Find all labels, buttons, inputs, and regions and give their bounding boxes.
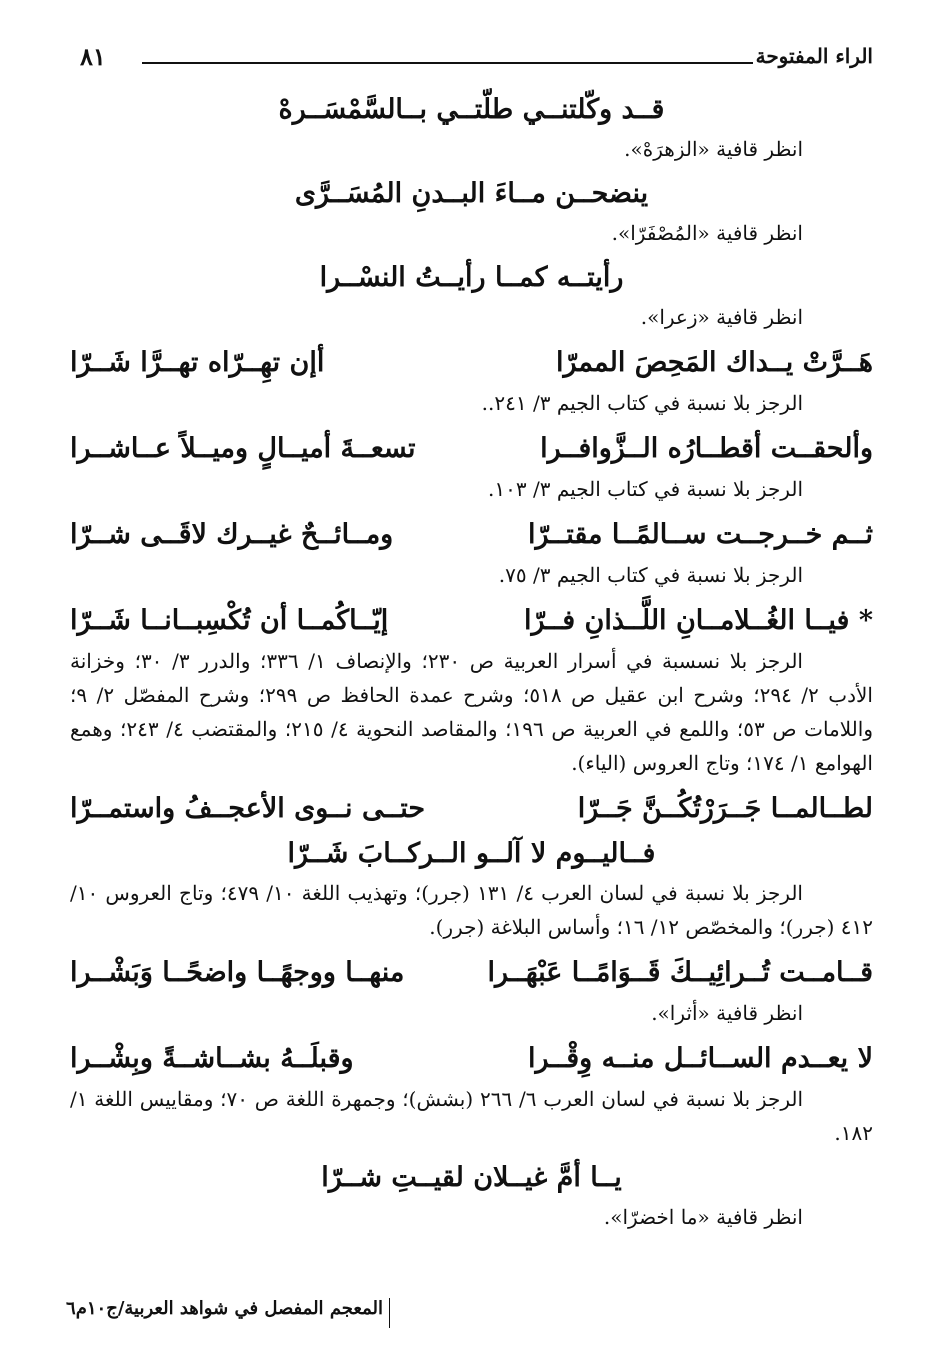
first-hemistich: ثــم خــرجــت ســالمًــا مقتــرّا xyxy=(528,519,873,550)
verse-couplet xyxy=(70,950,873,996)
note-segment: وخزانة الأدب ٢/ ٢٩٤؛ وشرح ابن عقيل ص ٥١٨؛ وشرح عمدة الحافظ ص ٢٩٩؛ وشرح xyxy=(70,649,873,707)
source-note xyxy=(70,876,873,944)
verse-couplet xyxy=(70,426,873,472)
note-segment: الرجز بلا نسبة في لسان العرب ٤/ ١٣١ (جرر)؛ وتهذيب اللغة ١٠/ ٤٧٩؛ وتاج xyxy=(179,881,803,905)
source-note: الرجز بلا نسبة في كتاب الجيم ٣/ ٧٥. xyxy=(498,563,803,587)
cross-reference: انظر قافية «أثرا». xyxy=(651,1001,803,1025)
verse-couplet xyxy=(70,512,873,558)
second-hemistich: منهــا ووجهًــا واضحًــا وَبَشْــرا xyxy=(70,957,405,988)
second-hemistich: أإن تهِــرّاه تهــرَّا شَــرّا xyxy=(70,347,325,378)
second-hemistich: ومــائــحٌ غيــرك لاقَــى شــرّا xyxy=(70,519,394,550)
cross-reference: انظر قافية «زعرا». xyxy=(640,305,803,329)
cross-reference: انظر قافية «المُصْفَرّا». xyxy=(611,221,803,245)
page-footer: المعجم المفصل في شواهد العربية/ج١٠م٦ xyxy=(60,1298,390,1328)
second-hemistich: وقبلَــهُ بشــاشــةً وبِشْــرا xyxy=(70,1043,354,1074)
cross-reference: انظر قافية «الزهرَهْ». xyxy=(624,137,803,161)
verse-line: ينضحــن مــاءَ البــدنِ المُسَــرَّى xyxy=(294,178,649,209)
verse-couplet xyxy=(70,1036,873,1082)
note-segment: الرجز بلا نسسبة في أسرار العربية ص ٢٣٠؛ والإنصاف ١/ ٣٣٦؛ والدرر ٣/ ٣٠؛ xyxy=(134,649,803,673)
first-hemistich: وألحقــت أقطــارُه الــزَّوافــرا xyxy=(540,433,873,464)
first-hemistich: لا يعــدم الســائــل منــه وِقْــرا xyxy=(528,1043,873,1074)
source-note: الرجز بلا نسبة في كتاب الجيم ٣/ ١٠٣. xyxy=(488,477,803,501)
note-segment: المفصّل ٢/ ٩؛ واللامات ص ٥٣؛ واللمع في العربية ص ١٩٦؛ والمقاصد النحوية xyxy=(70,683,873,741)
verse-couplet xyxy=(70,786,873,832)
verse-couplet xyxy=(70,598,873,644)
source-note xyxy=(70,644,873,780)
page-number: ٨١ xyxy=(80,42,106,71)
verse-line: قــد وكّلتنــي طلّتــي بــالسَّمْسَــرهْ xyxy=(278,94,665,125)
second-hemistich: حتــى نــوى الأعجــفُ واستمــرّا xyxy=(70,793,426,824)
cross-reference: انظر قافية «ما اخضرّا». xyxy=(603,1205,803,1229)
first-hemistich: قــامــت تُــرائِيــكَ قَــوَامًــا عَبْهَــرا xyxy=(487,957,873,988)
second-hemistich: تسعــةَ أميــالٍ وميــلاً عــاشــرا xyxy=(70,433,416,464)
header-rule xyxy=(142,62,753,64)
note-segment: الرجز بلا نسبة في لسان العرب ٦/ ٢٦٦ (بشش)؛ وجمهرة اللغة ص ٧٠؛ ومقاييس xyxy=(139,1087,804,1111)
note-segment: ٤/ ٢١٥؛ والمقتضب ٤/ ٢٤٣؛ وهمع الهوامع ١/ ١٧٤؛ وتاج العروس (الياء). xyxy=(70,717,873,775)
first-hemistich: هَــرَّتْ يــداك المَحِصَ الممرّا xyxy=(555,347,873,378)
source-note xyxy=(70,1082,873,1150)
running-title: الراء المفتوحة xyxy=(755,44,873,68)
page-content xyxy=(70,88,873,1240)
verse-line: فــاليــوم لا آلــو الــركــابَ شَــرّا xyxy=(287,838,656,869)
verse-line: رأيتــه كمــا رأيــتُ النسْــرا xyxy=(319,262,624,293)
second-hemistich: إيّــاكُمــا أن تُكْسِبــانــا شَــرّا xyxy=(70,605,389,636)
first-hemistich: لطــالمــا جَــرَرْتُكُــنَّ جَــرّا xyxy=(577,793,873,824)
first-hemistich: * فيــا الغُــلامــانِ اللَّــذانِ فــرّا xyxy=(524,605,873,636)
verse-couplet xyxy=(70,340,873,386)
verse-line: يــا أمَّ غيــلان لقيــتِ شــرّا xyxy=(321,1162,622,1193)
source-note: الرجز بلا نسبة في كتاب الجيم ٣/ ٢٤١.. xyxy=(481,391,803,415)
page-header xyxy=(80,42,873,78)
note-segment: العروس ١٠/ ٤١٢ (جرر)؛ والمخصّص ١٢/ ١٦؛ وأساس البلاغة (جرر). xyxy=(70,881,873,939)
note-segment: اللغة ١/ ١٨٢. xyxy=(70,1087,873,1145)
